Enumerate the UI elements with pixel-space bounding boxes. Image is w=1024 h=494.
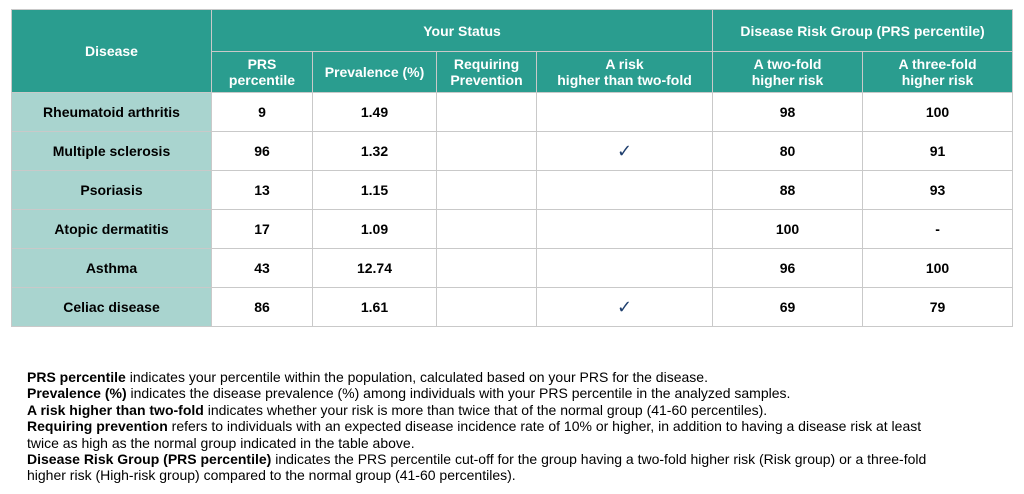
prevalence-value: 1.15 bbox=[313, 171, 437, 210]
prevalence-value: 12.74 bbox=[313, 249, 437, 288]
risk-two-fold-cell bbox=[537, 171, 713, 210]
three-fold-value: 100 bbox=[863, 249, 1013, 288]
prs-value: 86 bbox=[212, 288, 313, 327]
table-row bbox=[12, 171, 1013, 210]
requiring-prevention-cell bbox=[437, 210, 537, 249]
disease-name: Rheumatoid arthritis bbox=[12, 93, 212, 132]
note-text: indicates the disease prevalence (%) among individuals with your PRS percentile in the analyzed samples. bbox=[126, 385, 791, 402]
requiring-prevention-cell bbox=[437, 249, 537, 288]
header-prs-percentile: PRS percentile bbox=[212, 52, 313, 93]
two-fold-value: 80 bbox=[713, 132, 863, 171]
note-risk bbox=[27, 402, 1007, 418]
two-fold-value: 98 bbox=[713, 93, 863, 132]
prs-value: 13 bbox=[212, 171, 313, 210]
checkmark-icon: ✓ bbox=[537, 132, 713, 171]
three-fold-value: - bbox=[863, 210, 1013, 249]
header-two-fold-higher: A two-fold higher risk bbox=[713, 52, 863, 93]
two-fold-value: 96 bbox=[713, 249, 863, 288]
three-fold-value: 91 bbox=[863, 132, 1013, 171]
three-fold-value: 93 bbox=[863, 171, 1013, 210]
header-risk-two-fold: A risk higher than two-fold bbox=[537, 52, 713, 93]
risk-two-fold-cell bbox=[537, 210, 713, 249]
checkmark-icon: ✓ bbox=[537, 288, 713, 327]
note-risk-group bbox=[27, 451, 927, 484]
prs-table-container bbox=[11, 9, 1013, 327]
disease-name: Celiac disease bbox=[12, 288, 212, 327]
table-row bbox=[12, 210, 1013, 249]
header-row-top bbox=[12, 10, 1013, 52]
note-prs bbox=[27, 369, 1007, 385]
header-disease: Disease bbox=[12, 10, 212, 93]
prevalence-value: 1.32 bbox=[313, 132, 437, 171]
definitions-notes bbox=[27, 369, 1007, 484]
note-term: Prevalence (%) bbox=[27, 385, 127, 402]
prs-value: 17 bbox=[212, 210, 313, 249]
disease-name: Asthma bbox=[12, 249, 212, 288]
requiring-prevention-cell bbox=[437, 171, 537, 210]
requiring-prevention-cell bbox=[437, 132, 537, 171]
two-fold-value: 69 bbox=[713, 288, 863, 327]
prs-value: 9 bbox=[212, 93, 313, 132]
note-prevention bbox=[27, 418, 942, 451]
requiring-prevention-cell bbox=[437, 93, 537, 132]
note-text: indicates the PRS percentile cut-off for the group having a two-fold higher risk (Risk group) or a three-fold higher risk (High-risk group) compared to the normal group (41-60 percentiles). bbox=[27, 451, 927, 484]
prs-results-table bbox=[11, 9, 1013, 327]
note-text: indicates your percentile within the population, calculated based on your PRS for the disease. bbox=[125, 369, 708, 385]
table-row bbox=[12, 132, 1013, 171]
risk-two-fold-cell bbox=[537, 93, 713, 132]
two-fold-value: 88 bbox=[713, 171, 863, 210]
table-row bbox=[12, 93, 1013, 132]
table-row bbox=[12, 249, 1013, 288]
note-text: refers to individuals with an expected disease incidence rate of 10% or higher, in addition to having a disease risk at least twice as high as the normal group indicated in the table above. bbox=[27, 418, 922, 451]
requiring-prevention-cell bbox=[437, 288, 537, 327]
header-requiring-prevention: Requiring Prevention bbox=[437, 52, 537, 93]
disease-name: Multiple sclerosis bbox=[12, 132, 212, 171]
note-term: Disease Risk Group (PRS percentile) bbox=[27, 451, 272, 468]
note-term: Requiring prevention bbox=[27, 418, 168, 435]
prs-value: 96 bbox=[212, 132, 313, 171]
disease-name: Atopic dermatitis bbox=[12, 210, 212, 249]
disease-name: Psoriasis bbox=[12, 171, 212, 210]
prevalence-value: 1.09 bbox=[313, 210, 437, 249]
header-prevalence: Prevalence (%) bbox=[313, 52, 437, 93]
three-fold-value: 79 bbox=[863, 288, 1013, 327]
table-row bbox=[12, 288, 1013, 327]
prevalence-value: 1.61 bbox=[313, 288, 437, 327]
header-your-status: Your Status bbox=[212, 10, 713, 52]
prs-value: 43 bbox=[212, 249, 313, 288]
header-three-fold-higher: A three-fold higher risk bbox=[863, 52, 1013, 93]
header-risk-group: Disease Risk Group (PRS percentile) bbox=[713, 10, 1013, 52]
table-body bbox=[12, 93, 1013, 327]
prevalence-value: 1.49 bbox=[313, 93, 437, 132]
risk-two-fold-cell bbox=[537, 249, 713, 288]
note-prevalence bbox=[27, 385, 1007, 401]
two-fold-value: 100 bbox=[713, 210, 863, 249]
note-text: indicates whether your risk is more than twice that of the normal group (41-60 percentiles). bbox=[203, 401, 768, 418]
note-term: PRS percentile bbox=[27, 369, 126, 385]
three-fold-value: 100 bbox=[863, 93, 1013, 132]
note-term: A risk higher than two-fold bbox=[27, 401, 204, 418]
